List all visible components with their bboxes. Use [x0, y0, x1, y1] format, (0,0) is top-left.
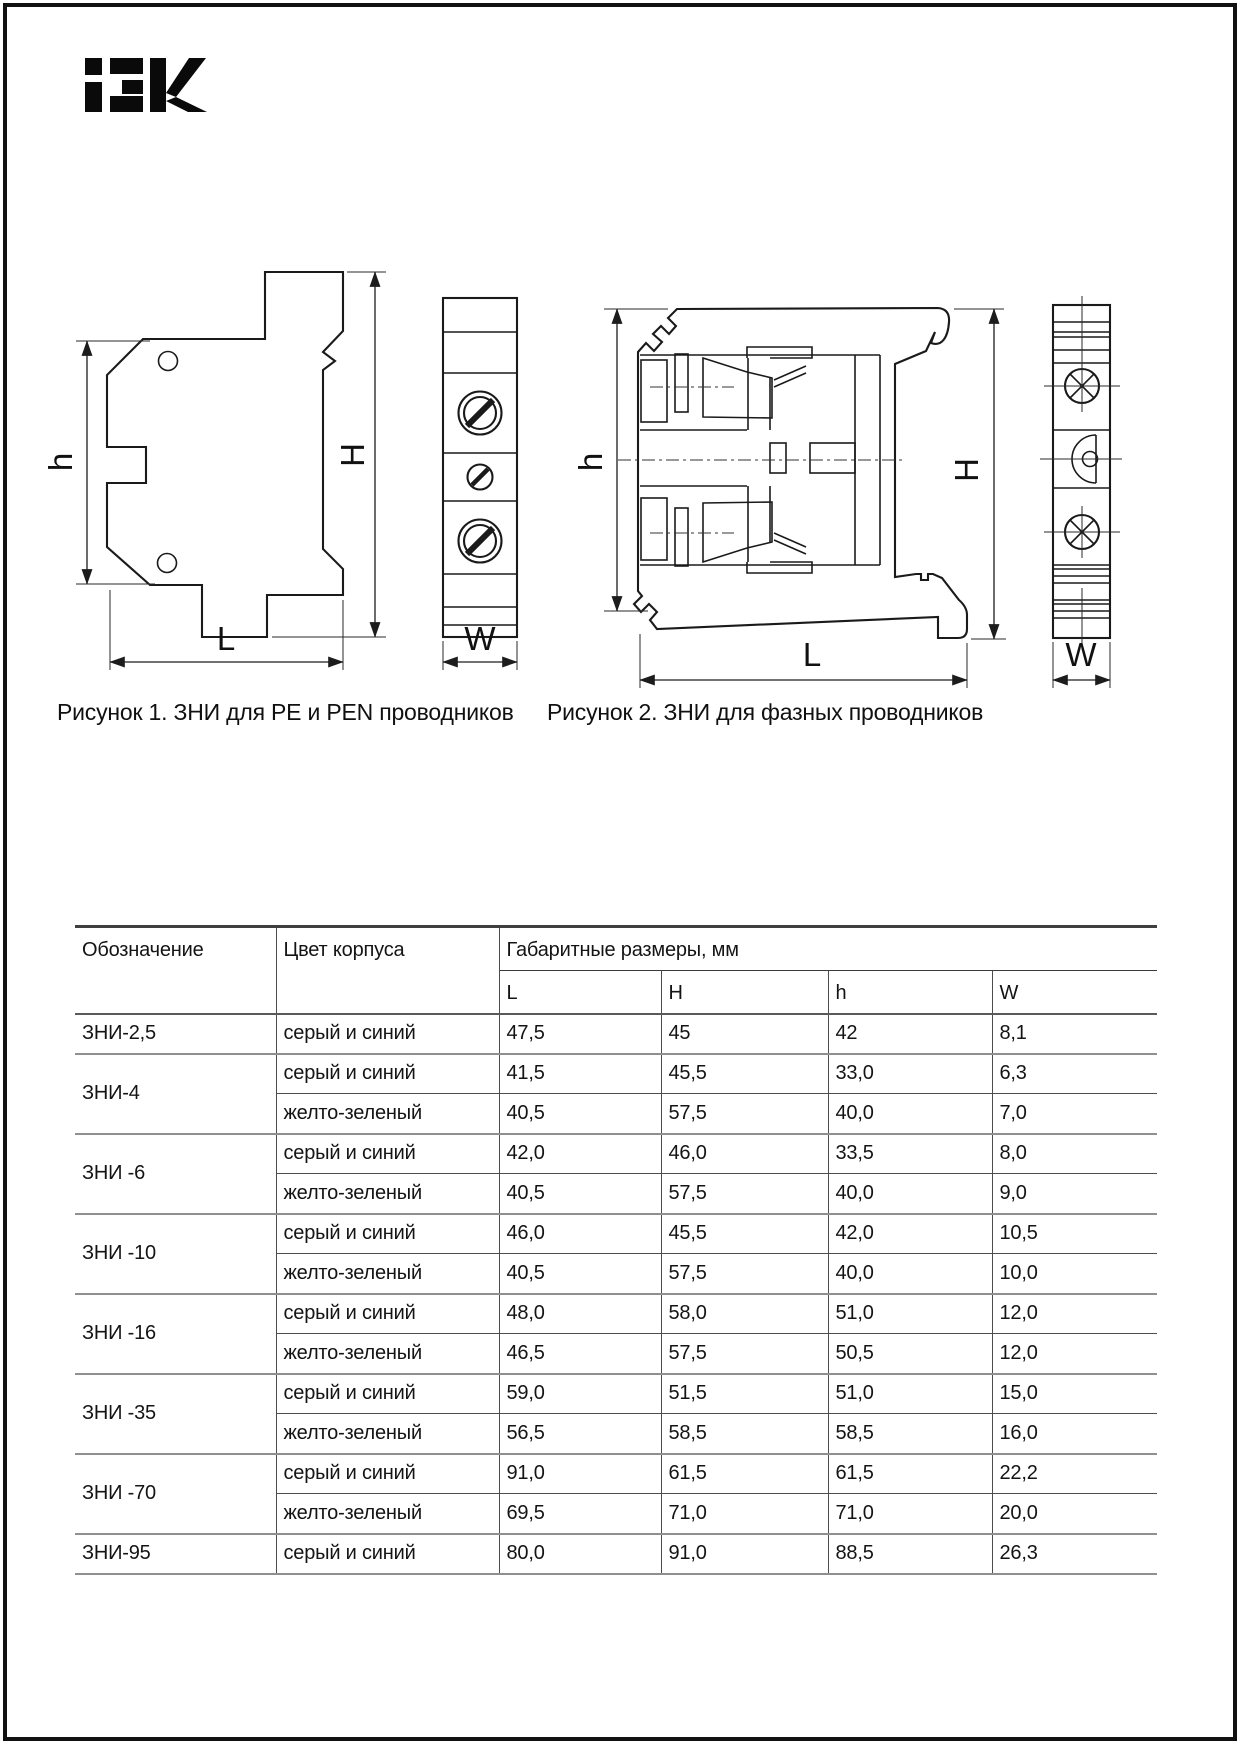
- cell-h: 58,5: [828, 1414, 992, 1454]
- cell-L: 69,5: [499, 1494, 661, 1534]
- cell-h: 51,0: [828, 1374, 992, 1414]
- cell-W: 10,0: [999, 1261, 1038, 1284]
- clamp-wedge-icon: [703, 502, 772, 562]
- cell-designation: ЗНИ-95: [75, 1534, 276, 1574]
- cell-W: 9,0: [999, 1181, 1027, 1204]
- cell-h: 42,0: [828, 1214, 992, 1254]
- dim-label-h: h: [572, 452, 609, 472]
- dim-label-H: H: [948, 458, 985, 482]
- figure1-front-view: [443, 298, 517, 637]
- figure2-front-view: [1040, 296, 1122, 646]
- dim-label-L: L: [802, 636, 822, 673]
- cell-h: 40,0: [828, 1174, 992, 1214]
- mounting-hole-icon: [158, 554, 177, 573]
- cell-h: 71,0: [828, 1494, 992, 1534]
- clamp-wedge-icon: [703, 358, 772, 418]
- cell-W: 12,0: [999, 1341, 1038, 1364]
- cell-H: 71,0: [661, 1494, 828, 1534]
- table-row: [75, 1214, 1157, 1254]
- cell-h: 61,5: [828, 1454, 992, 1494]
- table-row: [75, 1294, 1157, 1334]
- cell-H: 57,5: [661, 1334, 828, 1374]
- table-row: [75, 1534, 1157, 1574]
- cell-L: 40,5: [499, 1174, 661, 1214]
- col-header-designation: Обозначение: [75, 927, 276, 1014]
- cell-designation: ЗНИ -35: [75, 1374, 276, 1454]
- cell-L: 59,0: [499, 1374, 661, 1414]
- dimensions-table: [75, 925, 1157, 1575]
- cell-H: 45,5: [661, 1214, 828, 1254]
- cell-h: 50,5: [828, 1334, 992, 1374]
- cell-W: 8,0: [992, 1134, 1157, 1174]
- cell-h: 88,5: [828, 1534, 992, 1574]
- cell-W: 6,3: [992, 1054, 1157, 1094]
- cell-L: 46,0: [499, 1214, 661, 1254]
- cell-W: 7,0: [999, 1101, 1027, 1124]
- cell-W: 26,3: [999, 1542, 1038, 1564]
- table-row: [75, 1374, 1157, 1414]
- figure2-main-view: [618, 308, 967, 638]
- cell-color: желто-зеленый: [276, 1494, 499, 1534]
- cell-designation: ЗНИ -10: [75, 1214, 276, 1294]
- cell-designation: ЗНИ -16: [75, 1294, 276, 1374]
- cell-color: серый и синий: [276, 1214, 499, 1254]
- cell-color: желто-зеленый: [276, 1414, 499, 1454]
- cell-H: 58,5: [661, 1414, 828, 1454]
- cell-color: желто-зеленый: [276, 1254, 499, 1294]
- cell-color: серый и синий: [276, 1014, 499, 1054]
- screw-slot-icon: [459, 520, 502, 563]
- cell-color: серый и синий: [276, 1054, 499, 1094]
- cell-W: 15,0: [992, 1374, 1157, 1414]
- cell-W: 16,0: [999, 1421, 1038, 1444]
- cell-L: 40,5: [499, 1094, 661, 1134]
- table-row: [75, 1134, 1157, 1174]
- dim-label-H: H: [334, 443, 371, 467]
- figure1-dimension-L: [110, 590, 343, 670]
- table-body: [75, 1014, 1157, 1574]
- cell-designation: ЗНИ-2,5: [75, 1014, 276, 1054]
- figure2-dimension-H: [948, 309, 1006, 639]
- cell-L: 42,0: [499, 1134, 661, 1174]
- dim-label-W: W: [1065, 636, 1097, 673]
- cell-h: 33,0: [828, 1054, 992, 1094]
- figure1-caption: Рисунок 1. ЗНИ для PE и PEN проводников: [57, 699, 514, 725]
- cell-L: 80,0: [499, 1534, 661, 1574]
- table-row: [75, 1014, 1157, 1054]
- figure1-dimension-W: [443, 620, 517, 670]
- dim-label-W: W: [464, 620, 496, 657]
- col-header-body-color: Цвет корпуса: [276, 927, 499, 1014]
- cell-h: 51,0: [828, 1294, 992, 1334]
- cell-color: желто-зеленый: [276, 1334, 499, 1374]
- figure1-dimension-H: [272, 272, 386, 637]
- figure1-side-view: [107, 272, 343, 637]
- col-header-H: H: [661, 971, 828, 1014]
- cell-L: 46,5: [499, 1334, 661, 1374]
- col-header-dimensions: Габаритные размеры, мм: [499, 927, 1157, 971]
- cell-H: 58,0: [661, 1294, 828, 1334]
- cell-W: 20,0: [999, 1501, 1038, 1524]
- cell-W: 22,2: [992, 1454, 1157, 1494]
- figure2-dimension-L: [640, 634, 967, 688]
- cell-H: 57,5: [661, 1254, 828, 1294]
- cell-L: 48,0: [499, 1294, 661, 1334]
- dim-label-h: h: [42, 452, 79, 472]
- figure1-dimension-h: [42, 341, 155, 584]
- figure2-dimension-W: [1053, 636, 1110, 688]
- table-row: [75, 1454, 1157, 1494]
- table-row: [75, 1054, 1157, 1094]
- cell-H: 46,0: [661, 1134, 828, 1174]
- cell-color: желто-зеленый: [276, 1094, 499, 1134]
- cell-L: 40,5: [499, 1254, 661, 1294]
- cell-color: серый и синий: [276, 1374, 499, 1414]
- cell-color: желто-зеленый: [276, 1174, 499, 1214]
- figure2-caption: Рисунок 2. ЗНИ для фазных проводников: [547, 699, 984, 725]
- cell-L: 41,5: [499, 1054, 661, 1094]
- cell-H: 45,5: [661, 1054, 828, 1094]
- cell-H: 57,5: [661, 1174, 828, 1214]
- cell-L: 47,5: [499, 1014, 661, 1054]
- cell-H: 91,0: [661, 1534, 828, 1574]
- cell-designation: ЗНИ-4: [75, 1054, 276, 1134]
- cell-color: серый и синий: [276, 1134, 499, 1174]
- cell-H: 61,5: [661, 1454, 828, 1494]
- col-header-h: h: [828, 971, 992, 1014]
- cell-h: 40,0: [828, 1094, 992, 1134]
- cell-designation: ЗНИ -6: [75, 1134, 276, 1214]
- cell-color: серый и синий: [276, 1534, 499, 1574]
- mounting-hole-icon: [159, 352, 178, 371]
- col-header-L: L: [499, 971, 661, 1014]
- iek-logo-icon: [85, 58, 207, 112]
- screw-slot-icon: [459, 392, 502, 435]
- cell-color: серый и синий: [276, 1294, 499, 1334]
- cell-H: 57,5: [661, 1094, 828, 1134]
- col-header-W: W: [992, 971, 1157, 1014]
- cell-h: 33,5: [828, 1134, 992, 1174]
- cell-W: 10,5: [992, 1214, 1157, 1254]
- cell-L: 91,0: [499, 1454, 661, 1494]
- dim-label-L: L: [216, 620, 236, 657]
- screw-slot-small-icon: [468, 465, 493, 490]
- cell-h: 40,0: [828, 1254, 992, 1294]
- cell-h: 42: [828, 1014, 992, 1054]
- cell-designation: ЗНИ -70: [75, 1454, 276, 1534]
- cell-L: 56,5: [499, 1414, 661, 1454]
- cell-color: серый и синий: [276, 1454, 499, 1494]
- cell-W: 8,1: [999, 1022, 1027, 1044]
- cell-H: 51,5: [661, 1374, 828, 1414]
- cell-H: 45: [661, 1014, 828, 1054]
- cell-W: 12,0: [992, 1294, 1157, 1334]
